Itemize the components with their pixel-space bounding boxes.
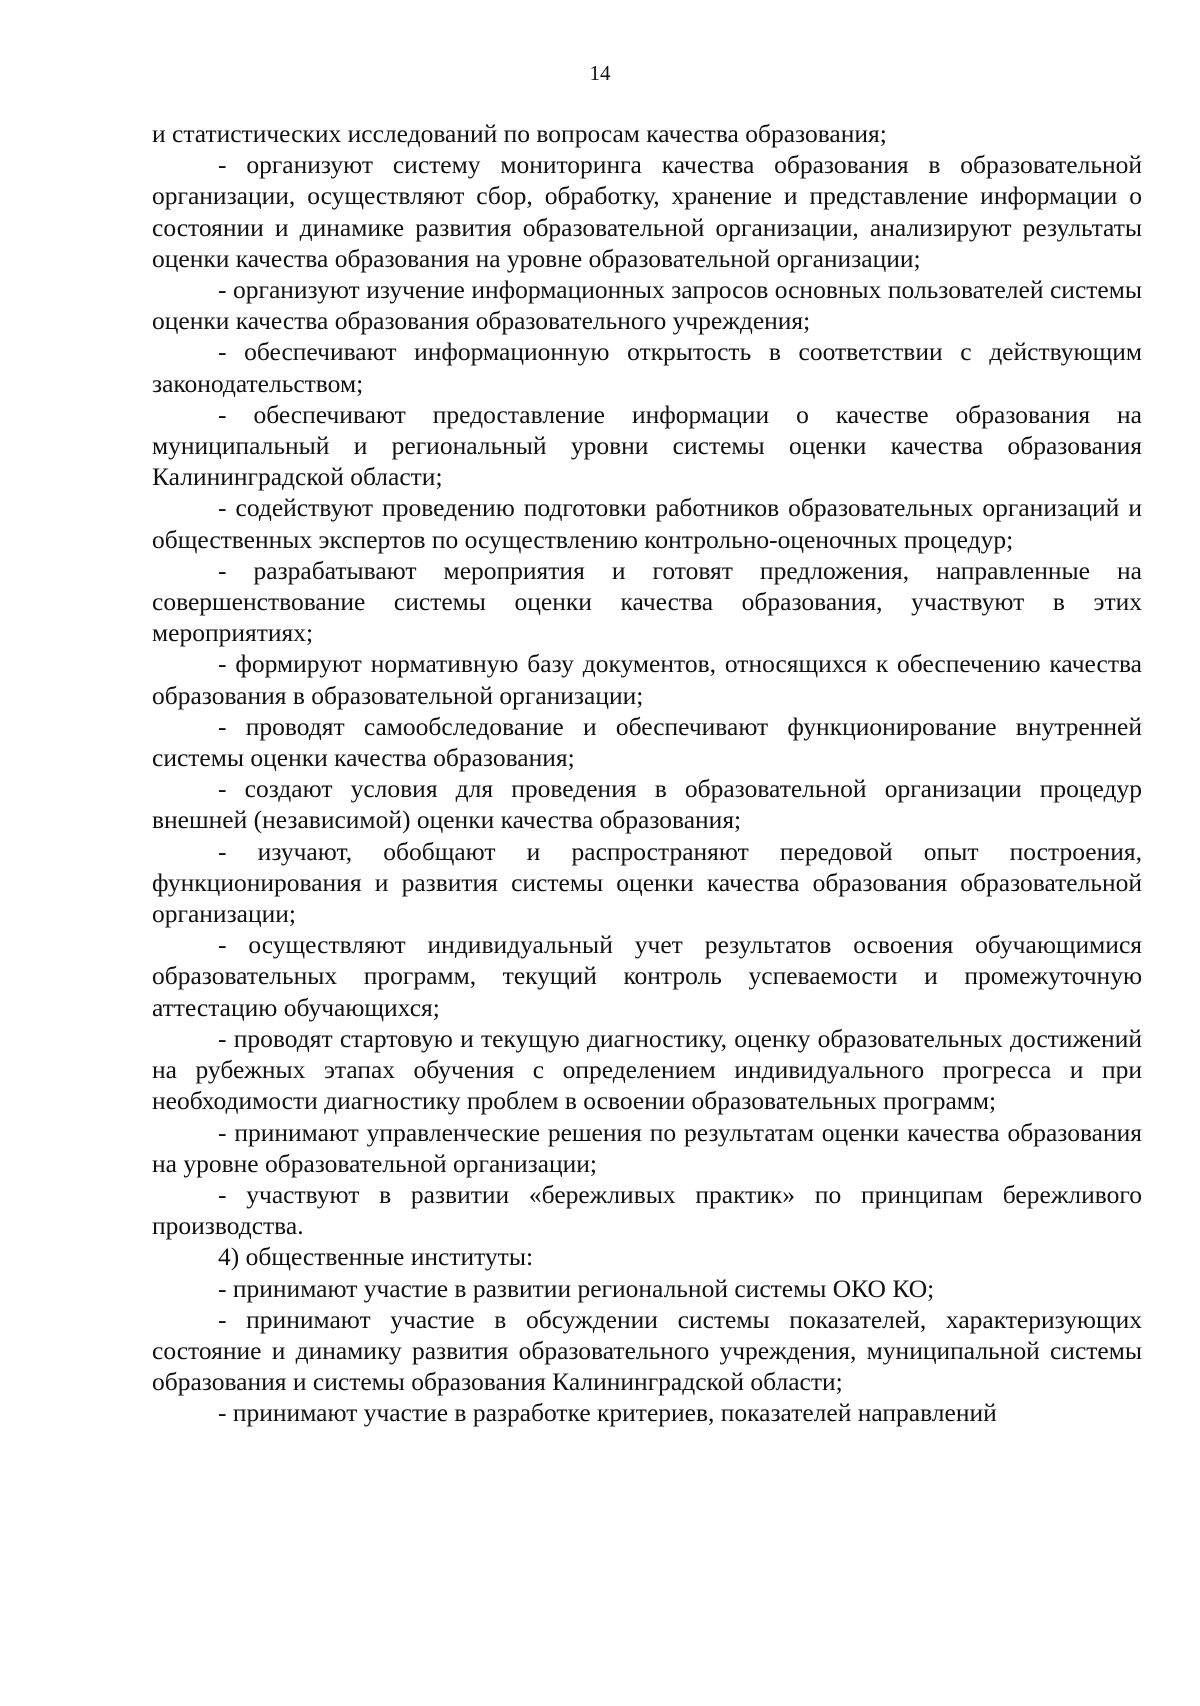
paragraph: - проводят самообследование и обеспечивают функционирование внутренней системы оценки качества образования; xyxy=(152,711,1142,773)
paragraph: - участвуют в развитии «бережливых практик» по принципам бережливого производства. xyxy=(152,1179,1142,1241)
paragraph: - разрабатывают мероприятия и готовят предложения, направленные на совершенствование системы оценки качества образования, участвуют в этих мероприятиях; xyxy=(152,555,1142,648)
paragraph: 4) общественные институты: xyxy=(218,1242,534,1272)
paragraph: и статистических исследований по вопросам качества образования; xyxy=(152,119,887,148)
paragraph: - формируют нормативную базу документов, относящихся к обеспечению качества образования в образовательной организации; xyxy=(152,649,1142,710)
paragraph: - обеспечивают информационную открытость в соответствии с действующим законодательством; xyxy=(152,337,1142,398)
paragraph: - содействуют проведению подготовки работников образовательных организаций и общественных экспертов по осуществлению контрольно-оценочных процедур; xyxy=(152,493,1142,554)
paragraph: - создают условия для проведения в образовательной организации процедур внешней (независимой) оценки качества образования; xyxy=(152,774,1142,835)
paragraph: - обеспечивают предоставление информации о качестве образования на муниципальный и региональный уровни системы оценки качества образования Калининградской области; xyxy=(152,399,1142,492)
paragraph: - принимают участие в разработке критериев, показателей направлений xyxy=(218,1398,997,1428)
paragraph: - принимают управленческие решения по результатам оценки качества образования на уровне образовательной организации; xyxy=(152,1117,1142,1178)
paragraph: - принимают участие в обсуждении системы показателей, характеризующих состояние и динамику развития образовательного учреждения, муниципальной системы образования и системы образования Калининградской области; xyxy=(152,1304,1142,1397)
paragraph: - осуществляют индивидуальный учет результатов освоения обучающимися образовательных программ, текущий контроль успеваемости и промежуточную аттестацию обучающихся; xyxy=(152,930,1142,1022)
document-body xyxy=(152,118,1142,1429)
paragraph: - организуют систему мониторинга качества образования в образовательной организации, осуществляют сбор, обработку, хранение и представление информации о состоянии и динамике развития образовательной организации, анализируют результаты оценки качества образования на уровне образовательной организации; xyxy=(152,150,1142,273)
paragraph: - принимают участие в развитии региональной системы ОКО КО; xyxy=(218,1273,935,1303)
paragraph: - организуют изучение информационных запросов основных пользователей системы оценки качества образования образовательного учреждения; xyxy=(152,275,1142,336)
paragraph: - изучают, обобщают и распространяют передовой опыт построения, функционирования и развития системы оценки качества образования образовательной организации; xyxy=(152,836,1142,929)
paragraph: - проводят стартовую и текущую диагностику, оценку образовательных достижений на рубежных этапах обучения с определением индивидуального прогресса и при необходимости диагностику проблем в освоении образовательных программ; xyxy=(152,1023,1142,1116)
page-number: 14 xyxy=(589,61,611,85)
